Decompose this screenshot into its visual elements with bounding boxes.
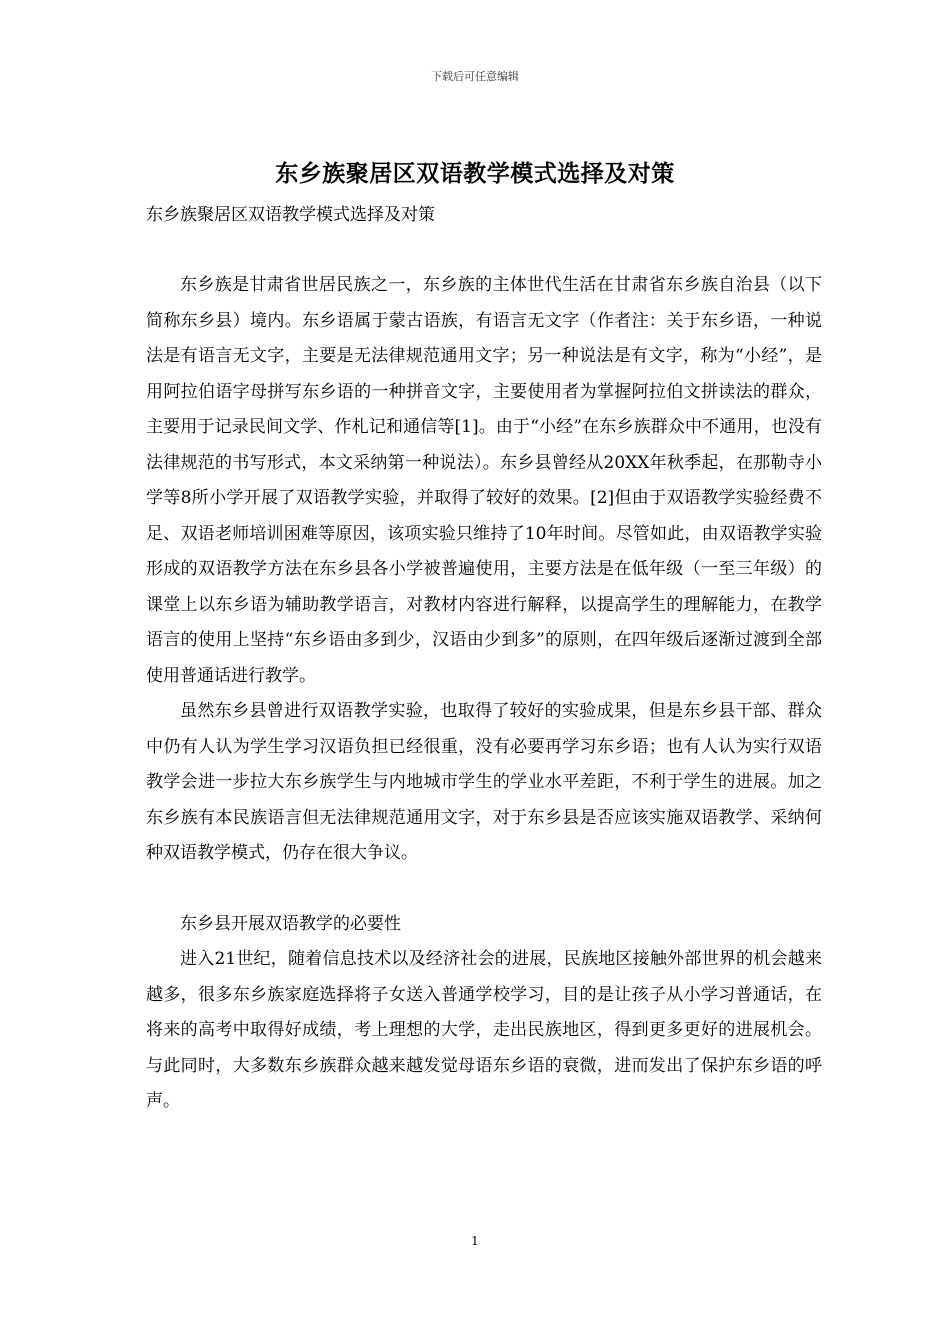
document-subtitle: 东乡族聚居区双语教学模式选择及对策 <box>146 205 435 225</box>
header-note: 下载后可任意编辑 <box>431 70 519 83</box>
document-title: 东乡族聚居区双语教学模式选择及对策 <box>275 160 675 187</box>
section-paragraph-1: 进入21世纪，随着信息技术以及经济社会的进展，民族地区接触外部世界的机会越来越多，很多东乡族家庭选择将子女送入普通学校学习，目的是让孩子从小学习普通话，在将来的高考中取得好成绩，考上理想的大学，走出民族地区，得到更多更好的进展机会。与此同时，大多数东乡族群众越来越发觉母语东乡语的衰微，进而发出了保护东乡语的呼声。 <box>146 949 822 1111</box>
page-number: 1 <box>471 1234 479 1248</box>
body-paragraph-2: 虽然东乡县曾进行双语教学实验，也取得了较好的实验成果，但是东乡县干部、群众中仍有人认为学生学习汉语负担已经很重，没有必要再学习东乡语；也有人认为实行双语教学会进一步拉大东乡族学生与内地城市学生的学业水平差距，不利于学生的进展。加之东乡族有本民族语言但无法律规范通用文字，对于东乡县是否应该实施双语教学、采纳何种双语教学模式，仍存在很大争议。 <box>146 701 822 863</box>
section-heading: 东乡县开展双语教学的必要性 <box>180 913 401 934</box>
document-body <box>146 268 822 1120</box>
body-paragraph-1: 东乡族是甘肃省世居民族之一，东乡族的主体世代生活在甘肃省东乡族自治县（以下简称东乡县）境内。东乡语属于蒙古语族，有语言无文字（作者注：关于东乡语，一种说法是有语言无文字，主要是无法律规范通用文字；另一种说法是有文字，称为“小经”，是用阿拉伯语字母拼写东乡语的一种拼音文字，主要使用者为掌握阿拉伯文拼读法的群众，主要用于记录民间文学、作札记和通信等[1]。由于“小经”在东乡族群众中不通用，也没有法律规范的书写形式，本文采纳第一种说法）。东乡县曾经从20XX年秋季起，在那勒寺小学等8所小学开展了双语教学实验，并取得了较好的效果。[2]但由于双语教学实验经费不足、双语老师培训困难等原因，该项实验只维持了10年时间。尽管如此，由双语教学实验形成的双语教学方法在东乡县各小学被普遍使用，主要方法是在低年级（一至三年级）的课堂上以东乡语为辅助教学语言，对教材内容进行解释，以提高学生的理解能力，在教学语言的使用上坚持“东乡语由多到少，汉语由少到多”的原则，在四年级后逐渐过渡到全部使用普通话进行教学。 <box>146 275 822 686</box>
